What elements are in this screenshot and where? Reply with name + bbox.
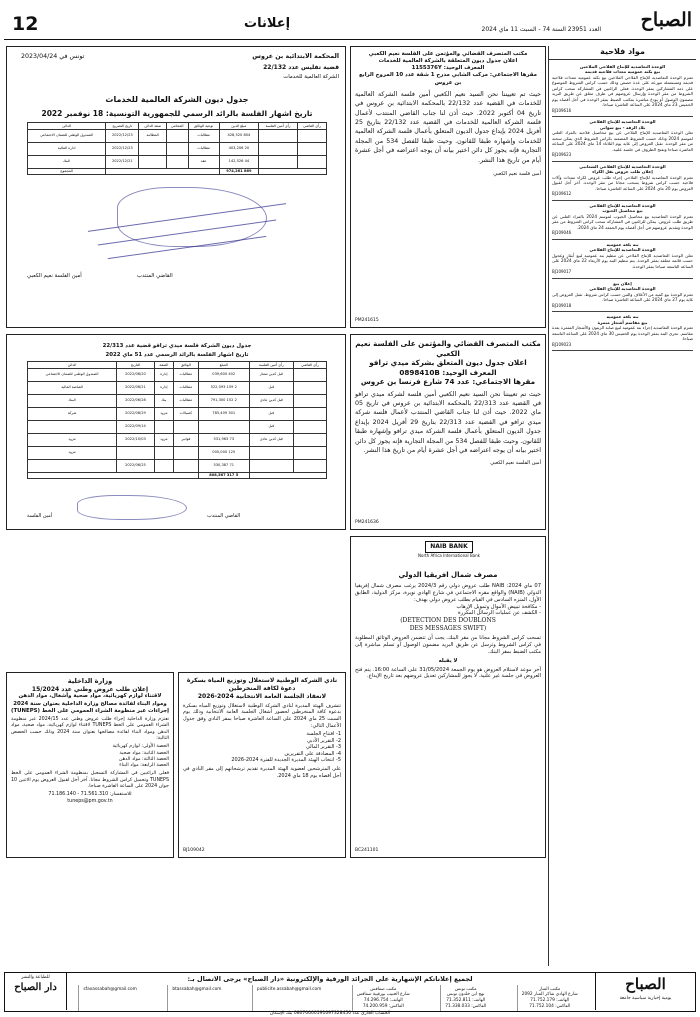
- right-ad-ref: BJ109023: [552, 341, 572, 347]
- table-cell: 73 531,963: [198, 433, 249, 446]
- table-cell: 44 142,526: [219, 155, 258, 168]
- table-cell: 2022/08/29: [117, 407, 155, 420]
- table-cell: [198, 420, 249, 433]
- table-cell: مزود: [154, 407, 173, 420]
- bank-logo-text: NAIB BANK: [425, 541, 472, 553]
- table-cell: [259, 155, 298, 168]
- office-fax: الفاكس: 71.338.033: [445, 1003, 487, 1009]
- table-cell: [117, 446, 155, 459]
- table-header: رأي أمين الفلسة: [259, 123, 298, 130]
- table-cell: [297, 155, 326, 168]
- ad-ref: PM241636: [355, 520, 379, 526]
- table-row: [28, 155, 327, 168]
- table-cell: [173, 446, 198, 459]
- table-header: الصفة: [154, 362, 173, 369]
- footer-office: [517, 985, 582, 1012]
- table-cell: الصندوق الوطني للضمان الاجتماعي: [28, 368, 117, 381]
- table-cell: إدارة: [154, 381, 173, 394]
- table-cell: [173, 459, 198, 472]
- footer-contact: [65, 973, 595, 1017]
- table-cell: قبل كدين عادي: [249, 394, 293, 407]
- ad-body: حيث تم تعييننا نحن السيد نعيم الكعبي أمين فلسة لشركة ميدي ترافو في القضية عدد 22/313 بالمحكمة الابتدائية بن عروس في تاريخ 05 ماي 2022. حيث أذن لنا جناب القاضي المنتدب لأعمال فلسة شركة ميدي ترافو في القضية عدد 22/313 بتاريخ 29 أفريل 2024 بإيداع جدول الديون المتعلق بأعمال فلسة الشركة ميدي ترافو وإشهاره طبقا للقانون. وحيث طبقا للفصل 534 من المجلة التجارية فإنه يجوز كل دائن اختير بيانه أن يوجه اعتراضه في أجل عشرة أيام من تاريخ هذا النشر.: [355, 390, 541, 455]
- table-title: جدول ديون الشركة فلسة ميدي ترافو قضية عدد 22/313: [102, 343, 252, 349]
- ad-ministry: [6, 672, 174, 858]
- table-cell: مطالبات: [188, 129, 219, 142]
- table-cell: القباضة المالية: [28, 381, 117, 394]
- footer-bank: الحساب الجاري عدد 08070000591097328450 بنك الإسكان: [269, 1011, 391, 1017]
- table-cell: مطالبات: [173, 381, 198, 394]
- table-cell: مزود: [28, 446, 117, 459]
- office-tel: الهاتف: 71.752.179: [530, 997, 570, 1003]
- office-fax: الفاكس: 71.752.104: [529, 1003, 571, 1009]
- right-ad-ref: BJ109017: [552, 269, 572, 275]
- right-column: [548, 46, 696, 966]
- office-tel: الهاتف: 71.352.811: [446, 997, 486, 1003]
- table-cell: [297, 129, 326, 142]
- table-cell: [293, 420, 326, 433]
- table-subtitle: تاريخ اشهار الفلسة بالرائد الرسمي للجمهورية التونسية: 18 نوفمبر 2022: [41, 109, 313, 118]
- footer-title: لجميع إعلاناتكم الإشهارية على الجرائد الورقية والإلكترونية «دار الصباح» يرجى الاتصال بـ:: [187, 975, 473, 983]
- right-ad-title: الوحدة التعاضدية للإنتاج الفلاحي: [589, 202, 656, 208]
- table-cell: كمبيالات: [173, 407, 198, 420]
- ad-subtitle: اعلان جدول ديون المتعلق بشركة ميدي ترافو: [369, 358, 527, 367]
- lot-item: الحصة الأولى: لوازم كهربائية: [112, 744, 169, 750]
- table-cell: [139, 155, 166, 168]
- table-header: تاريخ التصريح: [106, 123, 139, 130]
- sign-left: أمين الفلسة نعيم الكعبي: [27, 273, 82, 279]
- footer-offices: [65, 985, 595, 1012]
- table-cell: [293, 433, 326, 446]
- right-ad-title: بتة بلغة عمومية: [606, 314, 639, 320]
- table-cell: [166, 142, 188, 155]
- ministry-lots: [11, 744, 169, 769]
- table-cell: [293, 394, 326, 407]
- table-row: [28, 394, 327, 407]
- sign-right: القاضي المنتدب: [137, 273, 173, 279]
- table-cell: 71 530,387: [198, 459, 249, 472]
- right-ad-title: الوحدة التعاضدية للإنتاج الفلاحي الشعانبي: [579, 163, 666, 169]
- masthead-logo: [602, 8, 692, 36]
- table-cell: مطالبات: [173, 394, 198, 407]
- ad-ref: BC241101: [355, 848, 379, 854]
- section-title: إعلانات: [244, 16, 291, 31]
- table-cell: [297, 142, 326, 155]
- table-cell: [166, 129, 188, 142]
- table-cell: 20 403,206: [219, 142, 258, 155]
- table-cell: ادارة المالية: [28, 142, 106, 155]
- table-cell: بنك: [154, 394, 173, 407]
- ad-id: المعرف الوحيد: 0898410B: [399, 367, 497, 377]
- table-header: المبلغ: [198, 362, 249, 369]
- club-agenda: [183, 731, 341, 764]
- office-addr: نهج ابن خلدون تونس: [447, 992, 485, 998]
- agenda-item: 4- المصادقة على التقريرين: [284, 750, 341, 757]
- footer-email[interactable]: publicite.assabah@gmail.com: [252, 985, 325, 1012]
- table-row: [28, 381, 327, 394]
- table-cell: 2022/06/20: [117, 368, 155, 381]
- table-cell: 301 785,409: [198, 407, 249, 420]
- table-cell: مطالبات: [173, 368, 198, 381]
- sign-right: القاضي المنتدب: [207, 513, 241, 519]
- ministry-sub: لاقتناء لوازم كهربائية، مواد صحية وأشغال، مواد الدهن: [18, 693, 162, 700]
- table-cell: 2022/06/28: [117, 394, 155, 407]
- page-number: 12: [12, 13, 39, 35]
- table-header: نوعية الوثائق: [188, 123, 219, 130]
- bank-label: لا يقبله: [438, 657, 458, 664]
- right-ads: [549, 62, 696, 352]
- table-cell: 2 159 522,093: [198, 381, 249, 394]
- office-fax: الفاكس: 74.200.959: [362, 1003, 404, 1009]
- right-ad-title: الوحدة التعاضدية للإنتاج الفلاحي الملاحين: [579, 63, 666, 69]
- lot-item: الحصة الثانية: مواد صحية: [119, 750, 169, 756]
- ad-club: [178, 672, 346, 858]
- right-ad-sub: بيع مقاسم أشجار مثمرة: [597, 319, 648, 325]
- bank-list-item: - مكافحة تبييض الأموال وتمويل الإرهاب: [456, 603, 541, 610]
- table-cell: [293, 368, 326, 381]
- right-ad-sub: بيع بكتة عمومية معدات فلاحية قديمة: [584, 69, 661, 75]
- table-cell: 2 152 791,300: [198, 394, 249, 407]
- right-ad-sub: بيع محاصيل الحبوب: [602, 208, 643, 214]
- table-cell: [154, 446, 173, 459]
- right-ad-body: تعلن الوحدة التعاضدية للإنتاج الفلاحي عن تنظيم بتة عمومية لبيع أبقار وعجول حسب قائمة معلقة بمقر الوحدة. يتم تنظيم البتة يوم الأربعاء 22 ماي 2024 على الساعة التاسعة صباحا بمقر الوحدة.: [552, 252, 693, 269]
- footer-email[interactable]: sfaxassabah@gmail.com: [78, 985, 141, 1012]
- table-cell: قبل كدين عادي: [249, 433, 293, 446]
- table-cell: [259, 129, 298, 142]
- ad-title: مكتب المتصرف القضائي والمؤتمن على الفلسة نعيم الكعبي: [368, 51, 528, 57]
- table-cell: 2022/12/21: [106, 155, 139, 168]
- ad-body: حيث تم تعييننا نحن السيد نعيم الكعبي أمين فلسة الشركة العالمية للخدمات في القضية عدد 22/132 بالمحكمة الابتدائية بن عروس في تاريخ 04 أكتوبر 2022. حيث أذن لنا جناب القاضي المنتدب لأعمال فلسة الشركة العالمية للخدمات في القضية عدد 22/132 بتاريخ 25 أفريل 2024 بإيداع جدول الديون المتعلق بأعمال فلسة الشركة العالمية للخدمات وإشهاره طبقا للقانون. وحيث طبقا للفصل 534 من المجلة التجارية فإنه يجوز كل دائن اختير بيانه أن يوجه اعتراضه في أجل عشرة أيام من تاريخ هذا النشر.: [355, 90, 542, 164]
- table-row: [28, 459, 327, 472]
- table-row: [28, 368, 327, 381]
- column-title: مواد فلاحية: [549, 46, 696, 60]
- right-ad-ref: BJ109623: [552, 152, 572, 158]
- table-cell: [293, 381, 326, 394]
- lot-item: الحصة الرابعة: مواد البناء: [119, 763, 169, 769]
- debts-table: [27, 361, 327, 479]
- table-header: مبلغ الدين: [219, 123, 258, 130]
- footer-tagline: يومية إخبارية سياسية جامعة: [619, 995, 672, 1001]
- table-title: جدول ديون الشركة العالمية للخدمات: [105, 95, 249, 104]
- ad-signer: أمين الفلسة نعيم الكعبي: [490, 459, 541, 466]
- table-cell: [259, 142, 298, 155]
- ministry-body: تعتزم وزارة الداخلية إجراء طلب عروض وطني عدد 2024/15 عبر منظومة الشراء العمومي على الخط TUNEPS لاقتناء لوازم كهربائية، مواد صحية، مواد الدهن ومواد البناء لفائدة مصالحها بعنوان سنة 2024 وذلك حسب الحصص التالية:: [11, 716, 170, 741]
- bank-intro: 07 ماي 2024: NAIB طلب عروض دولي رقم 2024/3 يرغب مصرف شمال إفريقيا الدولي (NAIB) والواقع مقره الاجتماعي في شارع الهادي نويرة، مركز الدولية، الطابق الأول، المنزه السادس في القيام بطلب عروض دولي بهدف:: [355, 583, 541, 603]
- table-row: [28, 420, 327, 433]
- club-sub2: لانعقاد الجلسة العامة الانتخابية 2024-2026: [197, 692, 327, 700]
- table-cell: قبل: [249, 407, 293, 420]
- right-ad-title: الوحدة التعاضدية للإنتاج الفلاحي: [589, 119, 656, 125]
- table-cell: [166, 155, 188, 168]
- table-cell: [249, 446, 293, 459]
- ministry-title: إعلان طلب عروض وطني عدد 15/2024: [31, 685, 149, 693]
- lot-item: الحصة الثالثة: مواد الدهن: [118, 756, 169, 762]
- table-row: [28, 142, 327, 155]
- case-number: قضية تفليس عدد 22/132: [263, 64, 339, 71]
- footer-right-sub: للطباعة والنشر: [21, 975, 50, 980]
- table-cell: البنك: [28, 155, 106, 168]
- ad-id: المعرف الوحيد: 1155376Y: [411, 65, 485, 72]
- table-cell: 2022/06/21: [117, 381, 155, 394]
- right-ad-ref: BJ109018: [552, 302, 572, 308]
- right-ad-sub: إعلان طلب عروض نقل الكراء: [592, 169, 653, 175]
- right-ad: [552, 162, 693, 201]
- right-ad-body: تعتزم الوحدة بيع كمية من الأعلاف والتبن حسب كراس شروط. تقبل العروض إلى غاية يوم 27 ماي 2024 على الساعة العاشرة صباحا.: [552, 291, 693, 303]
- table-row: [28, 433, 327, 446]
- office-name: مكتب تونس: [454, 986, 477, 992]
- court-name: المحكمة الابتدائية بن عروس: [252, 53, 339, 60]
- table-cell: [173, 420, 198, 433]
- right-ad: [552, 240, 693, 279]
- agenda-item: 1- افتتاح الجلسة: [306, 731, 341, 738]
- right-ad-sub: بلاد الرقة - بيع سواني: [599, 124, 646, 130]
- footer: [4, 972, 696, 1017]
- club-title: نادي الشركة الوطنية لاستغلال وتوزيع المياه بسكرة: [186, 677, 338, 684]
- right-ad-body: تعلن الوحدة التعاضدية للإنتاج الفلاحي عن بيع محاصيل فلاحية بالمزاد العلني لموسم 2024 وذلك حسب الشروط المضمنة بكراس الشروط الذي يمكن سحبه من مقر الوحدة. تقبل العروض إلى غاية يوم الثلاثاء 14 ماي 2024 على الساعة العاشرة صباحا وتفتح الظروف في جلسة علنية.: [552, 130, 693, 152]
- ad-address: مقرها الاجتماعي: عدد 74 شارع فرنسا بن عروس: [360, 377, 536, 386]
- table-row: [28, 407, 327, 420]
- footer-logo-block: [595, 973, 695, 1010]
- office-name: مكتب صفاقس: [370, 986, 397, 992]
- table-cell: مطالبات: [188, 142, 219, 155]
- bank-list: [355, 604, 541, 618]
- table-cell: مزود: [28, 433, 117, 446]
- table-cell: البنك: [28, 394, 117, 407]
- footer-office: [440, 985, 490, 1012]
- table-cell: مزود: [154, 433, 173, 446]
- office-name: مكتب المنار: [539, 986, 561, 992]
- right-ad-body: تعتزم الوحدة التعاضدية للإنتاج الفلاحي الملاحين بيع بكتة عمومية معدات فلاحية قديمة ومستعملة موزعة على عدة حصص وذلك حسب كراس الشروط الموضوع على ذمة المشاركين بمقر الوحدة. فعلى الراغبين في المشاركة سحب كراس الشروط من مقر الوحدة وإرسال عروضهم في ظرف مغلق عن طريق البريد مضمون الوصول أو يودع مباشرة بمكتب الضبط بمقر الوحدة في أجل أقصاه يوم الخميس 23 ماي 2024 على الساعة العاشرة صباحا.: [552, 74, 693, 108]
- table-cell: [293, 459, 326, 472]
- ad-signer: أمين فلسة نعيم الكعبي: [493, 171, 541, 178]
- table-cell: 2022/06/25: [117, 459, 155, 472]
- ad-medi-travo: [350, 334, 546, 530]
- table-cell: [154, 420, 173, 433]
- table-header: رأي القاضي: [293, 362, 326, 369]
- table-cell: 2022/12/23: [106, 142, 139, 155]
- table-cell: [28, 459, 117, 472]
- ministry-sub3: إجراءات عبر منظومة الشراء العمومي على الخط (TUNEPS): [10, 707, 169, 714]
- table-header: رأي القاضي: [297, 123, 326, 130]
- table-row: [28, 129, 327, 142]
- ministry-body2: فعلى الراغبين في المشاركة التسجيل بمنظومة الشراء العمومي على الخط TUNEPS وتحميل كراس الشروط مجانا. آخر أجل لقبول العروض يوم الاثنين 10 جوان 2024 على الساعة العاشرة صباحا.: [11, 771, 169, 790]
- court-date: تونس في 2023/04/24: [21, 53, 85, 60]
- table-cell: [293, 407, 326, 420]
- bank-logo: [401, 541, 497, 565]
- table-header: الدائن: [28, 123, 106, 130]
- table-cell: 125 000,000: [198, 446, 249, 459]
- table-cell: الصندوق الوطني للضمان الاجتماعي: [28, 129, 106, 142]
- bank-en-2: DES MESSAGES SWIFT): [409, 625, 487, 633]
- bank-body2: تسحب كراس الشروط مجانا من مقر البنك. يجب أن تتضمن العروض الوثائق المطلوبة في كراس الشروط وترسل عن طريق البريد مضمون الوصول أو تسلم مباشرة إلى مكتب الضبط بمقر البنك.: [355, 635, 541, 655]
- table-cell: فواتير: [173, 433, 198, 446]
- agenda-item: 3- التقرير المالي: [305, 744, 341, 751]
- right-ad: [552, 279, 693, 312]
- footer-office: [352, 985, 414, 1012]
- right-ad-body: تعتزم الوحدة التعاضدية للإنتاج الفلاحي إجراء طلب عروض لكراء معدات وآلات فلاحية حسب كراس شروط يسحب مجانا من مقر الوحدة. آخر أجل لقبول العروض يوم 20 ماي 2024 على الساعة العاشرة صباحا.: [552, 174, 693, 191]
- ad-title: مكتب المتصرف القضائي والمؤتمن على الفلسة نعيم الكعبي: [355, 339, 541, 358]
- office-addr: شارع الهادي شاكر المنار 2092: [521, 992, 578, 998]
- table-header: صفة الدائن: [139, 123, 166, 130]
- office-tel: الهاتف: 74.296.754: [363, 997, 403, 1003]
- total-label: المجموع: [28, 168, 106, 175]
- table-cell: 2022/09/14: [117, 420, 155, 433]
- masthead-title: الصباح: [640, 9, 692, 31]
- table-cell: المطالبة: [139, 129, 166, 142]
- club-sub: دعوة لكافة المنخرطين: [228, 684, 296, 692]
- table-cell: [249, 459, 293, 472]
- total-value: 869 974,261: [219, 168, 258, 175]
- table-cell: [293, 446, 326, 459]
- right-ad-body: تعتزم الوحدة التعاضدية إجراء بتة عمومية لبيع صابة الزيتون والأشجار المثمرة بعدة مقاسم. تجرى البتة بمقر الوحدة يوم الخميس 30 ماي 2024 على الساعة التاسعة صباحا.: [552, 325, 694, 342]
- ad-ref: PM241615: [355, 318, 379, 324]
- table-cell: 804 428,520: [219, 129, 258, 142]
- table-cell: قبل: [249, 381, 293, 394]
- ministry-email: tuneps@pm.gov.tn: [67, 798, 113, 804]
- agenda-item: 5- انتخاب الهيئة المديرة الجديدة للفترة 2024-2026: [231, 757, 341, 764]
- bank-name-ar: مصرف شمال افريقيا الدولي: [398, 571, 498, 579]
- table-cell: 2022/10/03: [117, 433, 155, 446]
- debts-table: [27, 122, 327, 175]
- ministry-name: وزارة الداخلية: [67, 677, 113, 685]
- right-ad-body: تعتزم الوحدة التعاضدية بيع محاصيل الحبوب لموسم 2024 بالمزاد العلني عن طريق طلب عروض. يمكن للراغبين في المشاركة سحب كراس الشروط من مقر الوحدة وتقديم عروضهم في أجل أقصاه يوم الجمعة 24 ماي 2024.: [552, 213, 693, 230]
- ad-naib-bank: [350, 536, 546, 858]
- bank-body3: آخر موعد لاستلام العروض هو يوم الجمعة 31/05/2024 على الساعة 16:00. يتم فتح العروض في جلسة غير علنية. لا يجوز للمشاركين تعديل عروضهم بعد تاريخ الإيداع.: [355, 666, 541, 680]
- table-row: [28, 446, 327, 459]
- table-cell: [28, 420, 117, 433]
- stamp-signature: [77, 495, 187, 520]
- footer-right-title: دار الصباح: [14, 981, 57, 993]
- issue-line: العدد 23951 السنة 74 - السبت 11 ماي 2024: [481, 26, 601, 33]
- table-header: رأي أمين الفلسة: [249, 362, 293, 369]
- ad-ref: BJ109042: [183, 848, 205, 854]
- ministry-sub2: ومواد البناء لفائدة مصالح وزارة الداخلية بعنوان سنة 2024: [13, 700, 167, 707]
- right-ad-ref: BJ109612: [552, 191, 572, 197]
- table-header: الوثائق: [173, 362, 198, 369]
- footer-right-logo: [5, 973, 67, 1010]
- agenda-item: 2- التقرير الأدبي: [306, 737, 341, 744]
- right-ad: [552, 201, 693, 240]
- club-body: تتشرف الهيئة المديرة لنادي الشركة الوطنية لاستغلال وتوزيع المياه بسكرة بدعوة كافة المنخرطين لحضور أشغال الجلسة العامة الانتخابية وذلك يوم السبت 25 ماي 2024 على الساعة العاشرة صباحا بمقر النادي وفق جدول الأعمال التالي:: [183, 702, 341, 729]
- sign-left: أمين الفلسة: [27, 513, 53, 519]
- table-header: الدائن: [28, 362, 117, 369]
- ad-subtitle: اعلان جدول ديون المتعلقة بالشركة العالمية للخدمات: [378, 58, 518, 65]
- table-cell: شركة: [28, 407, 117, 420]
- right-ad: [552, 62, 693, 118]
- bank-body: [355, 583, 541, 680]
- company-name: الشركة العالمية للخدمات: [283, 74, 339, 80]
- table-cell: 2022/12/23: [106, 129, 139, 142]
- bank-list-item: - الكشف عن عمليات الرسائل المكررة: [457, 610, 541, 617]
- table-cell: [154, 459, 173, 472]
- table-header: المحامي: [166, 123, 188, 130]
- right-ad-title: بتة بلغة عمومية: [606, 241, 639, 247]
- ad-court-table: [6, 46, 346, 328]
- right-ad-ref: BJ109046: [552, 230, 572, 236]
- table-cell: قبل كدين ممتاز: [249, 368, 293, 381]
- club-body2: على المترشحين لعضوية الهيئة المديرة تقديم ترشحاتهم إلى مقر النادي في أجل أقصاه يوم 18 ماي 2024.: [183, 766, 341, 779]
- table-header: التاريخ: [117, 362, 155, 369]
- right-ad-sub: الوحدة التعاضدية للإنتاج الفلاحي: [589, 286, 656, 292]
- table-cell: [139, 142, 166, 155]
- bank-en-1: (DETECTION DES DOUBLONS: [400, 617, 496, 625]
- ad-global-services: [350, 46, 546, 328]
- table-subtitle: تاريخ اشهار الفلسة بالرائد الرسمي عدد 51 ماي 2022: [105, 352, 249, 358]
- right-ad-sub: الوحدة التعاضدية للإنتاج الفلاحي: [589, 247, 656, 253]
- right-ad-ref: BJ109616: [552, 107, 572, 113]
- table-cell: إدارة: [154, 368, 173, 381]
- footer-logo: الصباح: [625, 975, 666, 993]
- table-cell: عقد: [188, 155, 219, 168]
- right-ad: [552, 117, 693, 162]
- table-cell: 402 039,600: [198, 368, 249, 381]
- total-value: 5 317 808,567: [198, 472, 249, 479]
- table-cell: قبل: [249, 420, 293, 433]
- page-header: [4, 6, 696, 40]
- ad-address: مقرها الاجتماعي: مركب الشابي مدرج 1 شقة عدد 10 المروج الرابع بن عروس: [359, 72, 537, 86]
- ministry-contact: للاستفسار: 71.561.310 - 71.186.140: [48, 792, 132, 798]
- ad-medi-travo-table: [6, 334, 346, 530]
- right-ad-title: إعلان بيع: [613, 280, 632, 286]
- office-addr: شارع الحبيب بورقيبة صفاقس: [356, 992, 410, 998]
- right-ad: [552, 312, 693, 351]
- footer-email[interactable]: btassabah@gmail.com: [167, 985, 225, 1012]
- bank-name-en: North Africa International Bank: [418, 552, 480, 558]
